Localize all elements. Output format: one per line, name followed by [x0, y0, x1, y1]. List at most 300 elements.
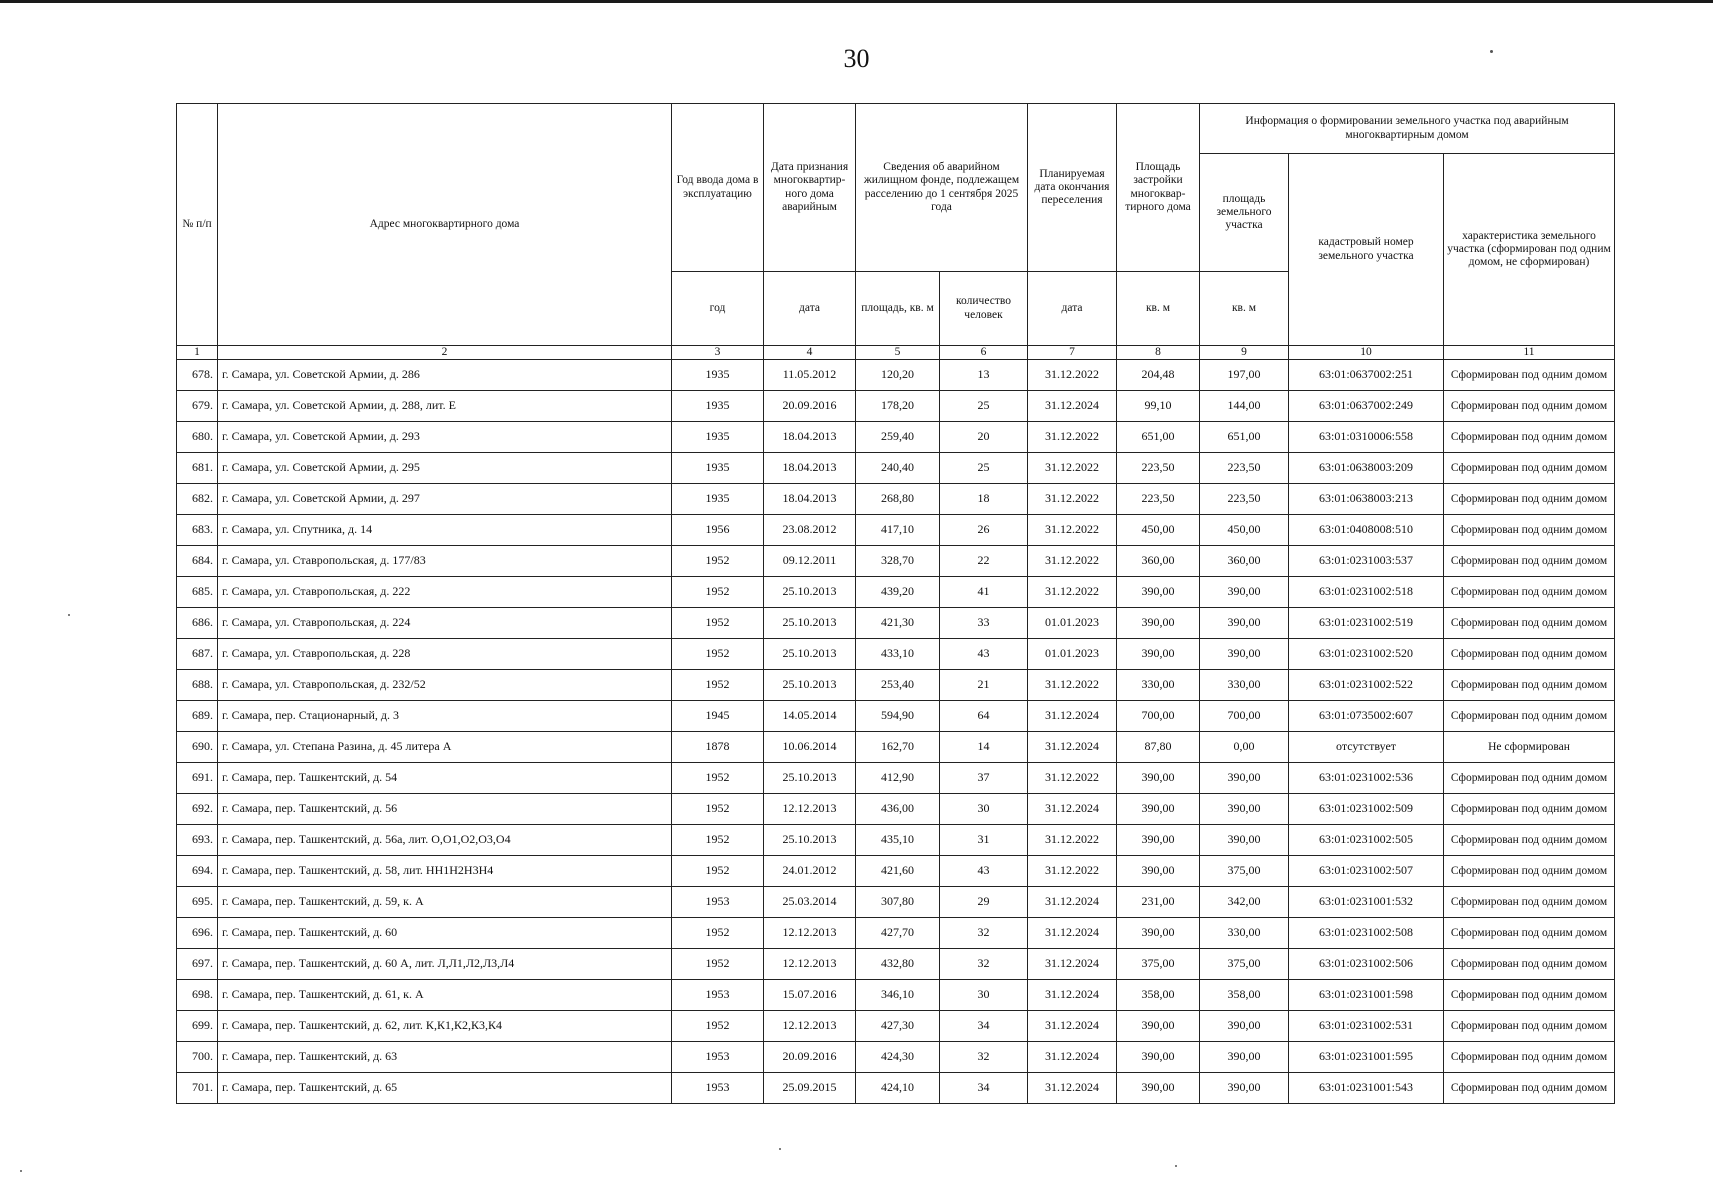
cell-cadastral-number: 63:01:0231002:522 [1289, 670, 1444, 701]
cell-land-status: Сформирован под одним домом [1444, 1073, 1615, 1104]
top-border-rule [0, 0, 1713, 3]
table-row [177, 577, 1615, 608]
cell-cadastral-number: 63:01:0231002:508 [1289, 918, 1444, 949]
cell-cadastral-number: 63:01:0231001:598 [1289, 980, 1444, 1011]
cell-emergency-date: 20.09.2016 [764, 391, 856, 422]
table-row [177, 360, 1615, 391]
cell-land-area: 700,00 [1200, 701, 1289, 732]
cell-planned-date: 31.12.2022 [1028, 515, 1117, 546]
page-number: 30 [843, 44, 870, 73]
cell-row-number: 681. [177, 453, 218, 484]
column-number: 9 [1200, 346, 1289, 360]
cell-land-area: 358,00 [1200, 980, 1289, 1011]
unit-people: количество человек [940, 272, 1028, 346]
column-number: 6 [940, 346, 1028, 360]
cell-built-area: 700,00 [1117, 701, 1200, 732]
table-row [177, 1073, 1615, 1104]
cell-land-status: Сформирован под одним домом [1444, 701, 1615, 732]
column-number-row [177, 346, 1615, 360]
cell-planned-date: 31.12.2024 [1028, 732, 1117, 763]
cell-land-area: 0,00 [1200, 732, 1289, 763]
column-number: 7 [1028, 346, 1117, 360]
cell-land-area: 360,00 [1200, 546, 1289, 577]
cell-row-number: 692. [177, 794, 218, 825]
cell-people: 43 [940, 856, 1028, 887]
cell-land-status: Сформирован под одним домом [1444, 887, 1615, 918]
cell-area: 427,70 [856, 918, 940, 949]
cell-year: 1953 [672, 1042, 764, 1073]
cell-year: 1952 [672, 794, 764, 825]
cell-planned-date: 31.12.2022 [1028, 546, 1117, 577]
cell-land-area: 330,00 [1200, 670, 1289, 701]
cell-area: 417,10 [856, 515, 940, 546]
cell-address: г. Самара, ул. Ставропольская, д. 232/52 [218, 670, 672, 701]
cell-cadastral-number: 63:01:0231003:537 [1289, 546, 1444, 577]
cell-emergency-date: 12.12.2013 [764, 918, 856, 949]
cell-address: г. Самара, пер. Ташкентский, д. 60 А, лит. Л,Л1,Л2,Л3,Л4 [218, 949, 672, 980]
cell-built-area: 87,80 [1117, 732, 1200, 763]
cell-address: г. Самара, ул. Ставропольская, д. 222 [218, 577, 672, 608]
header-row-number: № п/п [177, 104, 218, 346]
header-built-area: Площадь застройки многоквар-тирного дома [1117, 104, 1200, 272]
cell-area: 162,70 [856, 732, 940, 763]
cell-land-status: Сформирован под одним домом [1444, 763, 1615, 794]
column-number: 11 [1444, 346, 1615, 360]
cell-land-status: Не сформирован [1444, 732, 1615, 763]
cell-row-number: 680. [177, 422, 218, 453]
cell-people: 31 [940, 825, 1028, 856]
cell-emergency-date: 25.09.2015 [764, 1073, 856, 1104]
table-row [177, 980, 1615, 1011]
cell-area: 421,60 [856, 856, 940, 887]
cell-built-area: 204,48 [1117, 360, 1200, 391]
cell-people: 26 [940, 515, 1028, 546]
cell-emergency-date: 09.12.2011 [764, 546, 856, 577]
cell-area: 120,20 [856, 360, 940, 391]
cell-people: 30 [940, 794, 1028, 825]
cell-planned-date: 31.12.2024 [1028, 980, 1117, 1011]
cell-built-area: 390,00 [1117, 1073, 1200, 1104]
cell-planned-date: 31.12.2022 [1028, 422, 1117, 453]
cell-area: 436,00 [856, 794, 940, 825]
cell-area: 253,40 [856, 670, 940, 701]
cell-land-status: Сформирован под одним домом [1444, 515, 1615, 546]
cell-emergency-date: 25.10.2013 [764, 639, 856, 670]
cell-address: г. Самара, ул. Советской Армии, д. 297 [218, 484, 672, 515]
cell-year: 1952 [672, 670, 764, 701]
header-land-status: характеристика земельного участка (сформирован под одним домом, не сформирован) [1444, 154, 1615, 346]
cell-cadastral-number: 63:01:0408008:510 [1289, 515, 1444, 546]
cell-planned-date: 31.12.2024 [1028, 701, 1117, 732]
cell-built-area: 223,50 [1117, 453, 1200, 484]
scan-speck [20, 1170, 22, 1172]
cell-cadastral-number: 63:01:0231002:518 [1289, 577, 1444, 608]
cell-row-number: 697. [177, 949, 218, 980]
cell-planned-date: 31.12.2022 [1028, 453, 1117, 484]
column-number: 10 [1289, 346, 1444, 360]
table-row [177, 763, 1615, 794]
cell-planned-date: 31.12.2022 [1028, 763, 1117, 794]
cell-address: г. Самара, ул. Советской Армии, д. 293 [218, 422, 672, 453]
cell-land-status: Сформирован под одним домом [1444, 608, 1615, 639]
table-row [177, 918, 1615, 949]
table-row [177, 732, 1615, 763]
cell-people: 22 [940, 546, 1028, 577]
table-row [177, 453, 1615, 484]
header-planned-date: Планируемая дата окончания переселения [1028, 104, 1117, 272]
cell-area: 435,10 [856, 825, 940, 856]
scan-speck [68, 614, 70, 616]
header-land-plot-info: Информация о формировании земельного участка под аварийным многоквартирным домом [1200, 104, 1615, 154]
cell-planned-date: 31.12.2022 [1028, 856, 1117, 887]
cell-cadastral-number: отсутствует [1289, 732, 1444, 763]
cell-land-area: 651,00 [1200, 422, 1289, 453]
cell-year: 1935 [672, 453, 764, 484]
table-row [177, 422, 1615, 453]
cell-emergency-date: 18.04.2013 [764, 422, 856, 453]
cell-row-number: 691. [177, 763, 218, 794]
cell-people: 34 [940, 1011, 1028, 1042]
cell-land-area: 390,00 [1200, 1011, 1289, 1042]
cell-land-status: Сформирован под одним домом [1444, 794, 1615, 825]
cell-cadastral-number: 63:01:0231002:507 [1289, 856, 1444, 887]
cell-built-area: 450,00 [1117, 515, 1200, 546]
cell-emergency-date: 12.12.2013 [764, 949, 856, 980]
cell-address: г. Самара, ул. Советской Армии, д. 295 [218, 453, 672, 484]
cell-people: 18 [940, 484, 1028, 515]
cell-row-number: 682. [177, 484, 218, 515]
cell-cadastral-number: 63:01:0638003:209 [1289, 453, 1444, 484]
cell-year: 1878 [672, 732, 764, 763]
cell-land-status: Сформирован под одним домом [1444, 980, 1615, 1011]
cell-row-number: 684. [177, 546, 218, 577]
cell-land-area: 390,00 [1200, 577, 1289, 608]
header-land-area: площадь земельного участка [1200, 154, 1289, 272]
cell-row-number: 700. [177, 1042, 218, 1073]
cell-address: г. Самара, пер. Ташкентский, д. 62, лит. К,К1,К2,К3,К4 [218, 1011, 672, 1042]
cell-address: г. Самара, пер. Ташкентский, д. 63 [218, 1042, 672, 1073]
cell-area: 424,30 [856, 1042, 940, 1073]
cell-built-area: 390,00 [1117, 856, 1200, 887]
cell-year: 1952 [672, 825, 764, 856]
cell-land-status: Сформирован под одним домом [1444, 422, 1615, 453]
cell-people: 21 [940, 670, 1028, 701]
cell-land-status: Сформирован под одним домом [1444, 825, 1615, 856]
cell-planned-date: 31.12.2022 [1028, 484, 1117, 515]
cell-year: 1952 [672, 763, 764, 794]
scan-speck [1175, 1165, 1177, 1167]
table-row [177, 608, 1615, 639]
cell-cadastral-number: 63:01:0231002:536 [1289, 763, 1444, 794]
cell-cadastral-number: 63:01:0231002:505 [1289, 825, 1444, 856]
cell-people: 25 [940, 453, 1028, 484]
cell-land-area: 390,00 [1200, 763, 1289, 794]
cell-year: 1953 [672, 980, 764, 1011]
cell-year: 1935 [672, 422, 764, 453]
header-emergency-date: Дата признания многоквартир-ного дома аварийным [764, 104, 856, 272]
cell-year: 1952 [672, 608, 764, 639]
cell-built-area: 330,00 [1117, 670, 1200, 701]
cell-built-area: 390,00 [1117, 794, 1200, 825]
cell-area: 439,20 [856, 577, 940, 608]
cell-year: 1952 [672, 639, 764, 670]
cell-year: 1935 [672, 360, 764, 391]
cell-emergency-date: 25.10.2013 [764, 763, 856, 794]
cell-built-area: 223,50 [1117, 484, 1200, 515]
cell-land-status: Сформирован под одним домом [1444, 918, 1615, 949]
cell-year: 1956 [672, 515, 764, 546]
cell-land-status: Сформирован под одним домом [1444, 453, 1615, 484]
scan-speck [779, 1148, 781, 1150]
cell-area: 412,90 [856, 763, 940, 794]
cell-built-area: 360,00 [1117, 546, 1200, 577]
table-row [177, 949, 1615, 980]
cell-area: 240,40 [856, 453, 940, 484]
cell-planned-date: 31.12.2024 [1028, 794, 1117, 825]
unit-built-sqm: кв. м [1117, 272, 1200, 346]
cell-row-number: 696. [177, 918, 218, 949]
cell-people: 34 [940, 1073, 1028, 1104]
cell-planned-date: 31.12.2024 [1028, 391, 1117, 422]
cell-built-area: 390,00 [1117, 1011, 1200, 1042]
cell-cadastral-number: 63:01:0310006:558 [1289, 422, 1444, 453]
cell-land-area: 390,00 [1200, 1073, 1289, 1104]
cell-address: г. Самара, пер. Ташкентский, д. 65 [218, 1073, 672, 1104]
table-row [177, 546, 1615, 577]
header-cadastral-number: кадастровый номер земельного участка [1289, 154, 1444, 346]
cell-emergency-date: 25.10.2013 [764, 670, 856, 701]
table-row [177, 887, 1615, 918]
cell-planned-date: 31.12.2024 [1028, 949, 1117, 980]
cell-built-area: 651,00 [1117, 422, 1200, 453]
column-number: 8 [1117, 346, 1200, 360]
cell-emergency-date: 20.09.2016 [764, 1042, 856, 1073]
cell-land-area: 223,50 [1200, 453, 1289, 484]
cell-row-number: 693. [177, 825, 218, 856]
cell-row-number: 701. [177, 1073, 218, 1104]
cell-emergency-date: 15.07.2016 [764, 980, 856, 1011]
cell-area: 424,10 [856, 1073, 940, 1104]
cell-people: 32 [940, 918, 1028, 949]
table-row [177, 1042, 1615, 1073]
cell-area: 328,70 [856, 546, 940, 577]
table-row [177, 515, 1615, 546]
cell-row-number: 687. [177, 639, 218, 670]
cell-area: 178,20 [856, 391, 940, 422]
cell-planned-date: 31.12.2024 [1028, 1073, 1117, 1104]
cell-year: 1953 [672, 1073, 764, 1104]
cell-year: 1952 [672, 577, 764, 608]
cell-emergency-date: 10.06.2014 [764, 732, 856, 763]
cell-cadastral-number: 63:01:0231002:519 [1289, 608, 1444, 639]
table-row [177, 1011, 1615, 1042]
cell-land-area: 330,00 [1200, 918, 1289, 949]
unit-plan-date: дата [1028, 272, 1117, 346]
cell-cadastral-number: 63:01:0735002:607 [1289, 701, 1444, 732]
cell-address: г. Самара, ул. Советской Армии, д. 288, лит. Е [218, 391, 672, 422]
cell-land-status: Сформирован под одним домом [1444, 1011, 1615, 1042]
cell-land-area: 144,00 [1200, 391, 1289, 422]
table-row [177, 856, 1615, 887]
cell-built-area: 390,00 [1117, 825, 1200, 856]
cell-emergency-date: 14.05.2014 [764, 701, 856, 732]
table-row [177, 701, 1615, 732]
cell-built-area: 390,00 [1117, 639, 1200, 670]
emergency-housing-table [176, 103, 1615, 1104]
cell-year: 1935 [672, 391, 764, 422]
cell-area: 433,10 [856, 639, 940, 670]
column-number: 5 [856, 346, 940, 360]
cell-people: 14 [940, 732, 1028, 763]
cell-area: 427,30 [856, 1011, 940, 1042]
cell-emergency-date: 25.10.2013 [764, 608, 856, 639]
cell-people: 32 [940, 1042, 1028, 1073]
cell-land-status: Сформирован под одним домом [1444, 856, 1615, 887]
table-body [177, 360, 1615, 1104]
cell-people: 30 [940, 980, 1028, 1011]
cell-year: 1935 [672, 484, 764, 515]
cell-emergency-date: 23.08.2012 [764, 515, 856, 546]
cell-emergency-date: 18.04.2013 [764, 453, 856, 484]
cell-row-number: 699. [177, 1011, 218, 1042]
cell-people: 32 [940, 949, 1028, 980]
cell-people: 33 [940, 608, 1028, 639]
column-number: 4 [764, 346, 856, 360]
cell-address: г. Самара, пер. Стационарный, д. 3 [218, 701, 672, 732]
table-row [177, 639, 1615, 670]
table-row [177, 794, 1615, 825]
cell-people: 41 [940, 577, 1028, 608]
cell-address: г. Самара, ул. Степана Разина, д. 45 литера А [218, 732, 672, 763]
table-row [177, 484, 1615, 515]
cell-built-area: 390,00 [1117, 1042, 1200, 1073]
cell-built-area: 375,00 [1117, 949, 1200, 980]
column-number: 1 [177, 346, 218, 360]
unit-date: дата [764, 272, 856, 346]
cell-emergency-date: 25.03.2014 [764, 887, 856, 918]
cell-area: 307,80 [856, 887, 940, 918]
cell-year: 1952 [672, 546, 764, 577]
unit-land-sqm: кв. м [1200, 272, 1289, 346]
cell-land-area: 375,00 [1200, 856, 1289, 887]
cell-cadastral-number: 63:01:0637002:249 [1289, 391, 1444, 422]
cell-area: 259,40 [856, 422, 940, 453]
cell-address: г. Самара, пер. Ташкентский, д. 59, к. А [218, 887, 672, 918]
header-emergency-fund: Сведения об аварийном жилищном фонде, подлежащем расселению до 1 сентября 2025 года [856, 104, 1028, 272]
cell-cadastral-number: 63:01:0231002:506 [1289, 949, 1444, 980]
cell-row-number: 679. [177, 391, 218, 422]
cell-planned-date: 31.12.2022 [1028, 670, 1117, 701]
cell-area: 268,80 [856, 484, 940, 515]
cell-area: 432,80 [856, 949, 940, 980]
cell-planned-date: 31.12.2024 [1028, 1042, 1117, 1073]
cell-land-area: 450,00 [1200, 515, 1289, 546]
cell-address: г. Самара, пер. Ташкентский, д. 61, к. А [218, 980, 672, 1011]
cell-address: г. Самара, ул. Ставропольская, д. 228 [218, 639, 672, 670]
cell-planned-date: 31.12.2024 [1028, 887, 1117, 918]
header-commission-year: Год ввода дома в эксплуатацию [672, 104, 764, 272]
cell-cadastral-number: 63:01:0638003:213 [1289, 484, 1444, 515]
cell-emergency-date: 12.12.2013 [764, 794, 856, 825]
cell-planned-date: 01.01.2023 [1028, 608, 1117, 639]
cell-land-status: Сформирован под одним домом [1444, 391, 1615, 422]
cell-emergency-date: 18.04.2013 [764, 484, 856, 515]
cell-emergency-date: 11.05.2012 [764, 360, 856, 391]
cell-year: 1945 [672, 701, 764, 732]
cell-address: г. Самара, пер. Ташкентский, д. 60 [218, 918, 672, 949]
cell-row-number: 695. [177, 887, 218, 918]
cell-people: 37 [940, 763, 1028, 794]
cell-address: г. Самара, пер. Ташкентский, д. 56 [218, 794, 672, 825]
cell-built-area: 390,00 [1117, 577, 1200, 608]
cell-year: 1952 [672, 1011, 764, 1042]
cell-planned-date: 31.12.2022 [1028, 577, 1117, 608]
cell-emergency-date: 24.01.2012 [764, 856, 856, 887]
cell-built-area: 390,00 [1117, 918, 1200, 949]
cell-row-number: 678. [177, 360, 218, 391]
cell-cadastral-number: 63:01:0231001:595 [1289, 1042, 1444, 1073]
cell-land-area: 390,00 [1200, 639, 1289, 670]
cell-land-area: 390,00 [1200, 608, 1289, 639]
cell-year: 1953 [672, 887, 764, 918]
cell-land-status: Сформирован под одним домом [1444, 1042, 1615, 1073]
cell-people: 20 [940, 422, 1028, 453]
header-address: Адрес многоквартирного дома [218, 104, 672, 346]
cell-year: 1952 [672, 918, 764, 949]
cell-address: г. Самара, ул. Спутника, д. 14 [218, 515, 672, 546]
cell-land-status: Сформирован под одним домом [1444, 949, 1615, 980]
cell-people: 64 [940, 701, 1028, 732]
cell-year: 1952 [672, 856, 764, 887]
cell-emergency-date: 25.10.2013 [764, 825, 856, 856]
cell-row-number: 683. [177, 515, 218, 546]
cell-land-area: 390,00 [1200, 1042, 1289, 1073]
cell-people: 13 [940, 360, 1028, 391]
cell-planned-date: 31.12.2024 [1028, 1011, 1117, 1042]
cell-planned-date: 31.12.2022 [1028, 360, 1117, 391]
cell-emergency-date: 12.12.2013 [764, 1011, 856, 1042]
cell-row-number: 686. [177, 608, 218, 639]
cell-built-area: 99,10 [1117, 391, 1200, 422]
cell-planned-date: 01.01.2023 [1028, 639, 1117, 670]
unit-area: площадь, кв. м [856, 272, 940, 346]
cell-land-status: Сформирован под одним домом [1444, 484, 1615, 515]
cell-built-area: 358,00 [1117, 980, 1200, 1011]
cell-row-number: 688. [177, 670, 218, 701]
cell-cadastral-number: 63:01:0231002:520 [1289, 639, 1444, 670]
cell-land-area: 197,00 [1200, 360, 1289, 391]
cell-land-status: Сформирован под одним домом [1444, 639, 1615, 670]
table-row [177, 391, 1615, 422]
cell-row-number: 689. [177, 701, 218, 732]
cell-address: г. Самара, пер. Ташкентский, д. 58, лит. НН1Н2Н3Н4 [218, 856, 672, 887]
cell-row-number: 698. [177, 980, 218, 1011]
cell-built-area: 231,00 [1117, 887, 1200, 918]
cell-land-status: Сформирован под одним домом [1444, 670, 1615, 701]
cell-year: 1952 [672, 949, 764, 980]
cell-emergency-date: 25.10.2013 [764, 577, 856, 608]
cell-address: г. Самара, ул. Советской Армии, д. 286 [218, 360, 672, 391]
cell-row-number: 690. [177, 732, 218, 763]
cell-address: г. Самара, пер. Ташкентский, д. 54 [218, 763, 672, 794]
cell-cadastral-number: 63:01:0231001:532 [1289, 887, 1444, 918]
column-number: 3 [672, 346, 764, 360]
cell-land-status: Сформирован под одним домом [1444, 546, 1615, 577]
cell-row-number: 685. [177, 577, 218, 608]
cell-people: 25 [940, 391, 1028, 422]
cell-land-area: 375,00 [1200, 949, 1289, 980]
cell-cadastral-number: 63:01:0231002:531 [1289, 1011, 1444, 1042]
